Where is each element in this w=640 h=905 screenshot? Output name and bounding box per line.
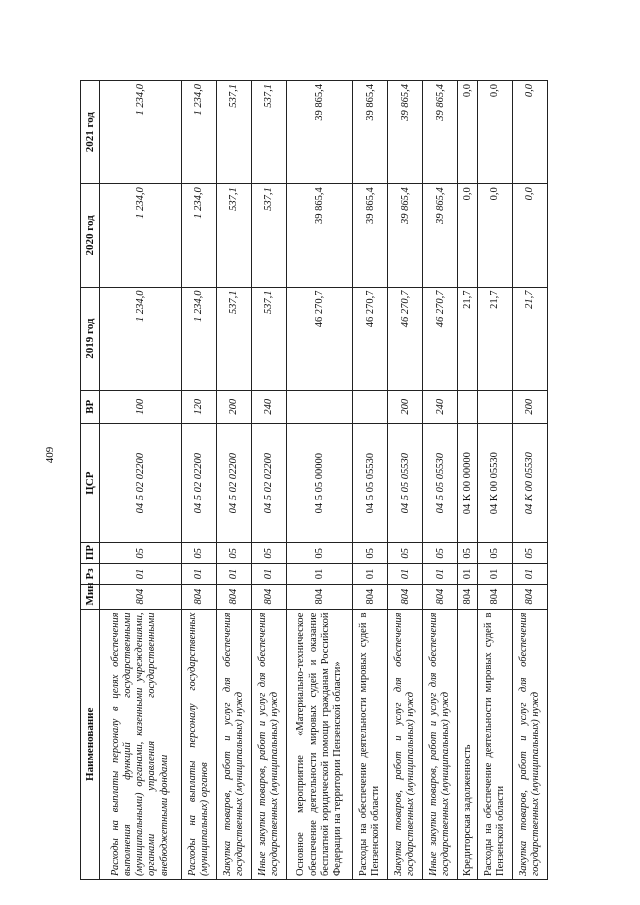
cell-2019: 1 234,0 <box>181 287 216 390</box>
cell-csr: 04 К 00 00000 <box>458 423 477 543</box>
cell-csr: 04 5 02 02200 <box>251 423 286 543</box>
cell-2020: 39 865,4 <box>388 184 423 287</box>
cell-2020: 537,1 <box>216 184 251 287</box>
cell-2020: 1 234,0 <box>181 184 216 287</box>
cell-2021: 39 865,4 <box>423 81 458 184</box>
cell-2021: 39 865,4 <box>353 81 388 184</box>
cell-name: Закупка товаров, работ и услуг для обеспечения государственных (муниципальных) нужд <box>388 609 423 879</box>
cell-csr: 04 5 02 02200 <box>100 423 182 543</box>
cell-2019: 21,7 <box>477 287 512 390</box>
cell-2019: 46 270,7 <box>353 287 388 390</box>
cell-2021: 1 234,0 <box>100 81 182 184</box>
header-pr: ПР <box>81 543 100 564</box>
cell-2020: 537,1 <box>251 184 286 287</box>
header-rz: Рз <box>81 564 100 585</box>
cell-csr: 04 5 05 05530 <box>388 423 423 543</box>
cell-vr <box>477 390 512 423</box>
cell-vr <box>458 390 477 423</box>
header-2019: 2019 год <box>81 287 100 390</box>
cell-vr: 120 <box>181 390 216 423</box>
cell-2019: 21,7 <box>458 287 477 390</box>
cell-2019: 537,1 <box>216 287 251 390</box>
cell-rz: 01 <box>353 564 388 585</box>
cell-csr: 04 5 05 05530 <box>353 423 388 543</box>
cell-vr: 100 <box>100 390 182 423</box>
cell-vr: 240 <box>423 390 458 423</box>
cell-name: Закупка товаров, работ и услуг для обеспечения государственных (муниципальных) нужд <box>216 609 251 879</box>
cell-name: Основное мероприятие «Материально-техническое обеспечение деятельности мировых судей и оказание бесплатной юридической помощи гражданам Российской Федерации на территории Пензенской области» <box>286 609 352 879</box>
header-min: Мин <box>81 584 100 609</box>
cell-2019: 46 270,7 <box>423 287 458 390</box>
table-row <box>512 81 547 880</box>
cell-vr: 200 <box>388 390 423 423</box>
cell-pr: 05 <box>286 543 352 564</box>
table-row <box>458 81 477 880</box>
header-2020: 2020 год <box>81 184 100 287</box>
cell-rz: 01 <box>216 564 251 585</box>
cell-rz: 01 <box>388 564 423 585</box>
cell-2021: 0,0 <box>458 81 477 184</box>
table-row <box>423 81 458 880</box>
cell-pr: 05 <box>251 543 286 564</box>
cell-2019: 46 270,7 <box>388 287 423 390</box>
cell-vr: 240 <box>251 390 286 423</box>
cell-2020: 1 234,0 <box>100 184 182 287</box>
cell-rz: 01 <box>477 564 512 585</box>
header-name: Наименование <box>81 609 100 879</box>
cell-name: Расходы на выплаты персоналу государственных (муниципальных) органов <box>181 609 216 879</box>
cell-vr: 200 <box>512 390 547 423</box>
cell-2019: 537,1 <box>251 287 286 390</box>
cell-2021: 1 234,0 <box>181 81 216 184</box>
cell-csr: 04 5 02 02200 <box>181 423 216 543</box>
table-row <box>216 81 251 880</box>
cell-name: Иные закупки товаров, работ и услуг для обеспечения государственных (муниципальных) нужд <box>423 609 458 879</box>
cell-rz: 01 <box>286 564 352 585</box>
cell-pr: 05 <box>512 543 547 564</box>
cell-2021: 0,0 <box>477 81 512 184</box>
cell-rz: 01 <box>512 564 547 585</box>
table-header-row <box>81 81 100 880</box>
cell-pr: 05 <box>388 543 423 564</box>
cell-csr: 04 К 00 05530 <box>477 423 512 543</box>
cell-min: 804 <box>100 584 182 609</box>
table-row <box>251 81 286 880</box>
cell-2021: 537,1 <box>251 81 286 184</box>
cell-name: Закупка товаров, работ и услуг для обеспечения государственных (муниципальных) нужд <box>512 609 547 879</box>
cell-min: 804 <box>216 584 251 609</box>
cell-min: 804 <box>181 584 216 609</box>
cell-min: 804 <box>477 584 512 609</box>
cell-name: Расходы на обеспечение деятельности мировых судей в Пензенской области <box>353 609 388 879</box>
table-body <box>100 81 548 880</box>
cell-csr: 04 К 00 05530 <box>512 423 547 543</box>
cell-name: Расходы на выплаты персоналу в целях обеспечения выполнения функций государственными (муниципальными) органами, казенными учреждениями, органами управления государственными внебюджетными фондами <box>100 609 182 879</box>
cell-2021: 39 865,4 <box>286 81 352 184</box>
cell-2021: 0,0 <box>512 81 547 184</box>
cell-2020: 39 865,4 <box>423 184 458 287</box>
budget-table <box>80 80 548 880</box>
cell-pr: 05 <box>100 543 182 564</box>
cell-min: 804 <box>251 584 286 609</box>
cell-min: 804 <box>353 584 388 609</box>
cell-pr: 05 <box>458 543 477 564</box>
cell-2021: 39 865,4 <box>388 81 423 184</box>
cell-2019: 21,7 <box>512 287 547 390</box>
page-number: 409 <box>44 446 56 464</box>
cell-2020: 0,0 <box>477 184 512 287</box>
cell-vr <box>286 390 352 423</box>
cell-name: Кредиторская задолженность <box>458 609 477 879</box>
header-vr: ВР <box>81 390 100 423</box>
cell-min: 804 <box>458 584 477 609</box>
cell-csr: 04 5 05 05530 <box>423 423 458 543</box>
cell-pr: 05 <box>216 543 251 564</box>
cell-min: 804 <box>286 584 352 609</box>
cell-name: Иные закупки товаров, работ и услуг для обеспечения государственных (муниципальных) нужд <box>251 609 286 879</box>
table-row <box>477 81 512 880</box>
cell-pr: 05 <box>423 543 458 564</box>
table-row <box>286 81 352 880</box>
cell-min: 804 <box>388 584 423 609</box>
cell-2019: 46 270,7 <box>286 287 352 390</box>
cell-csr: 04 5 02 02200 <box>216 423 251 543</box>
header-csr: ЦСР <box>81 423 100 543</box>
cell-pr: 05 <box>353 543 388 564</box>
cell-rz: 01 <box>100 564 182 585</box>
cell-2020: 0,0 <box>458 184 477 287</box>
cell-rz: 01 <box>423 564 458 585</box>
table-row <box>388 81 423 880</box>
cell-pr: 05 <box>181 543 216 564</box>
cell-min: 804 <box>423 584 458 609</box>
table-row <box>181 81 216 880</box>
table-row <box>353 81 388 880</box>
table-row <box>100 81 182 880</box>
cell-rz: 01 <box>181 564 216 585</box>
cell-2021: 537,1 <box>216 81 251 184</box>
cell-2020: 39 865,4 <box>286 184 352 287</box>
cell-csr: 04 5 05 00000 <box>286 423 352 543</box>
cell-2019: 1 234,0 <box>100 287 182 390</box>
rotated-table-container <box>80 80 548 880</box>
cell-vr: 200 <box>216 390 251 423</box>
header-2021: 2021 год <box>81 81 100 184</box>
cell-rz: 01 <box>458 564 477 585</box>
cell-rz: 01 <box>251 564 286 585</box>
cell-2020: 39 865,4 <box>353 184 388 287</box>
cell-pr: 05 <box>477 543 512 564</box>
cell-vr <box>353 390 388 423</box>
cell-min: 804 <box>512 584 547 609</box>
cell-2020: 0,0 <box>512 184 547 287</box>
cell-name: Расходы на обеспечение деятельности мировых судей в Пензенской области <box>477 609 512 879</box>
